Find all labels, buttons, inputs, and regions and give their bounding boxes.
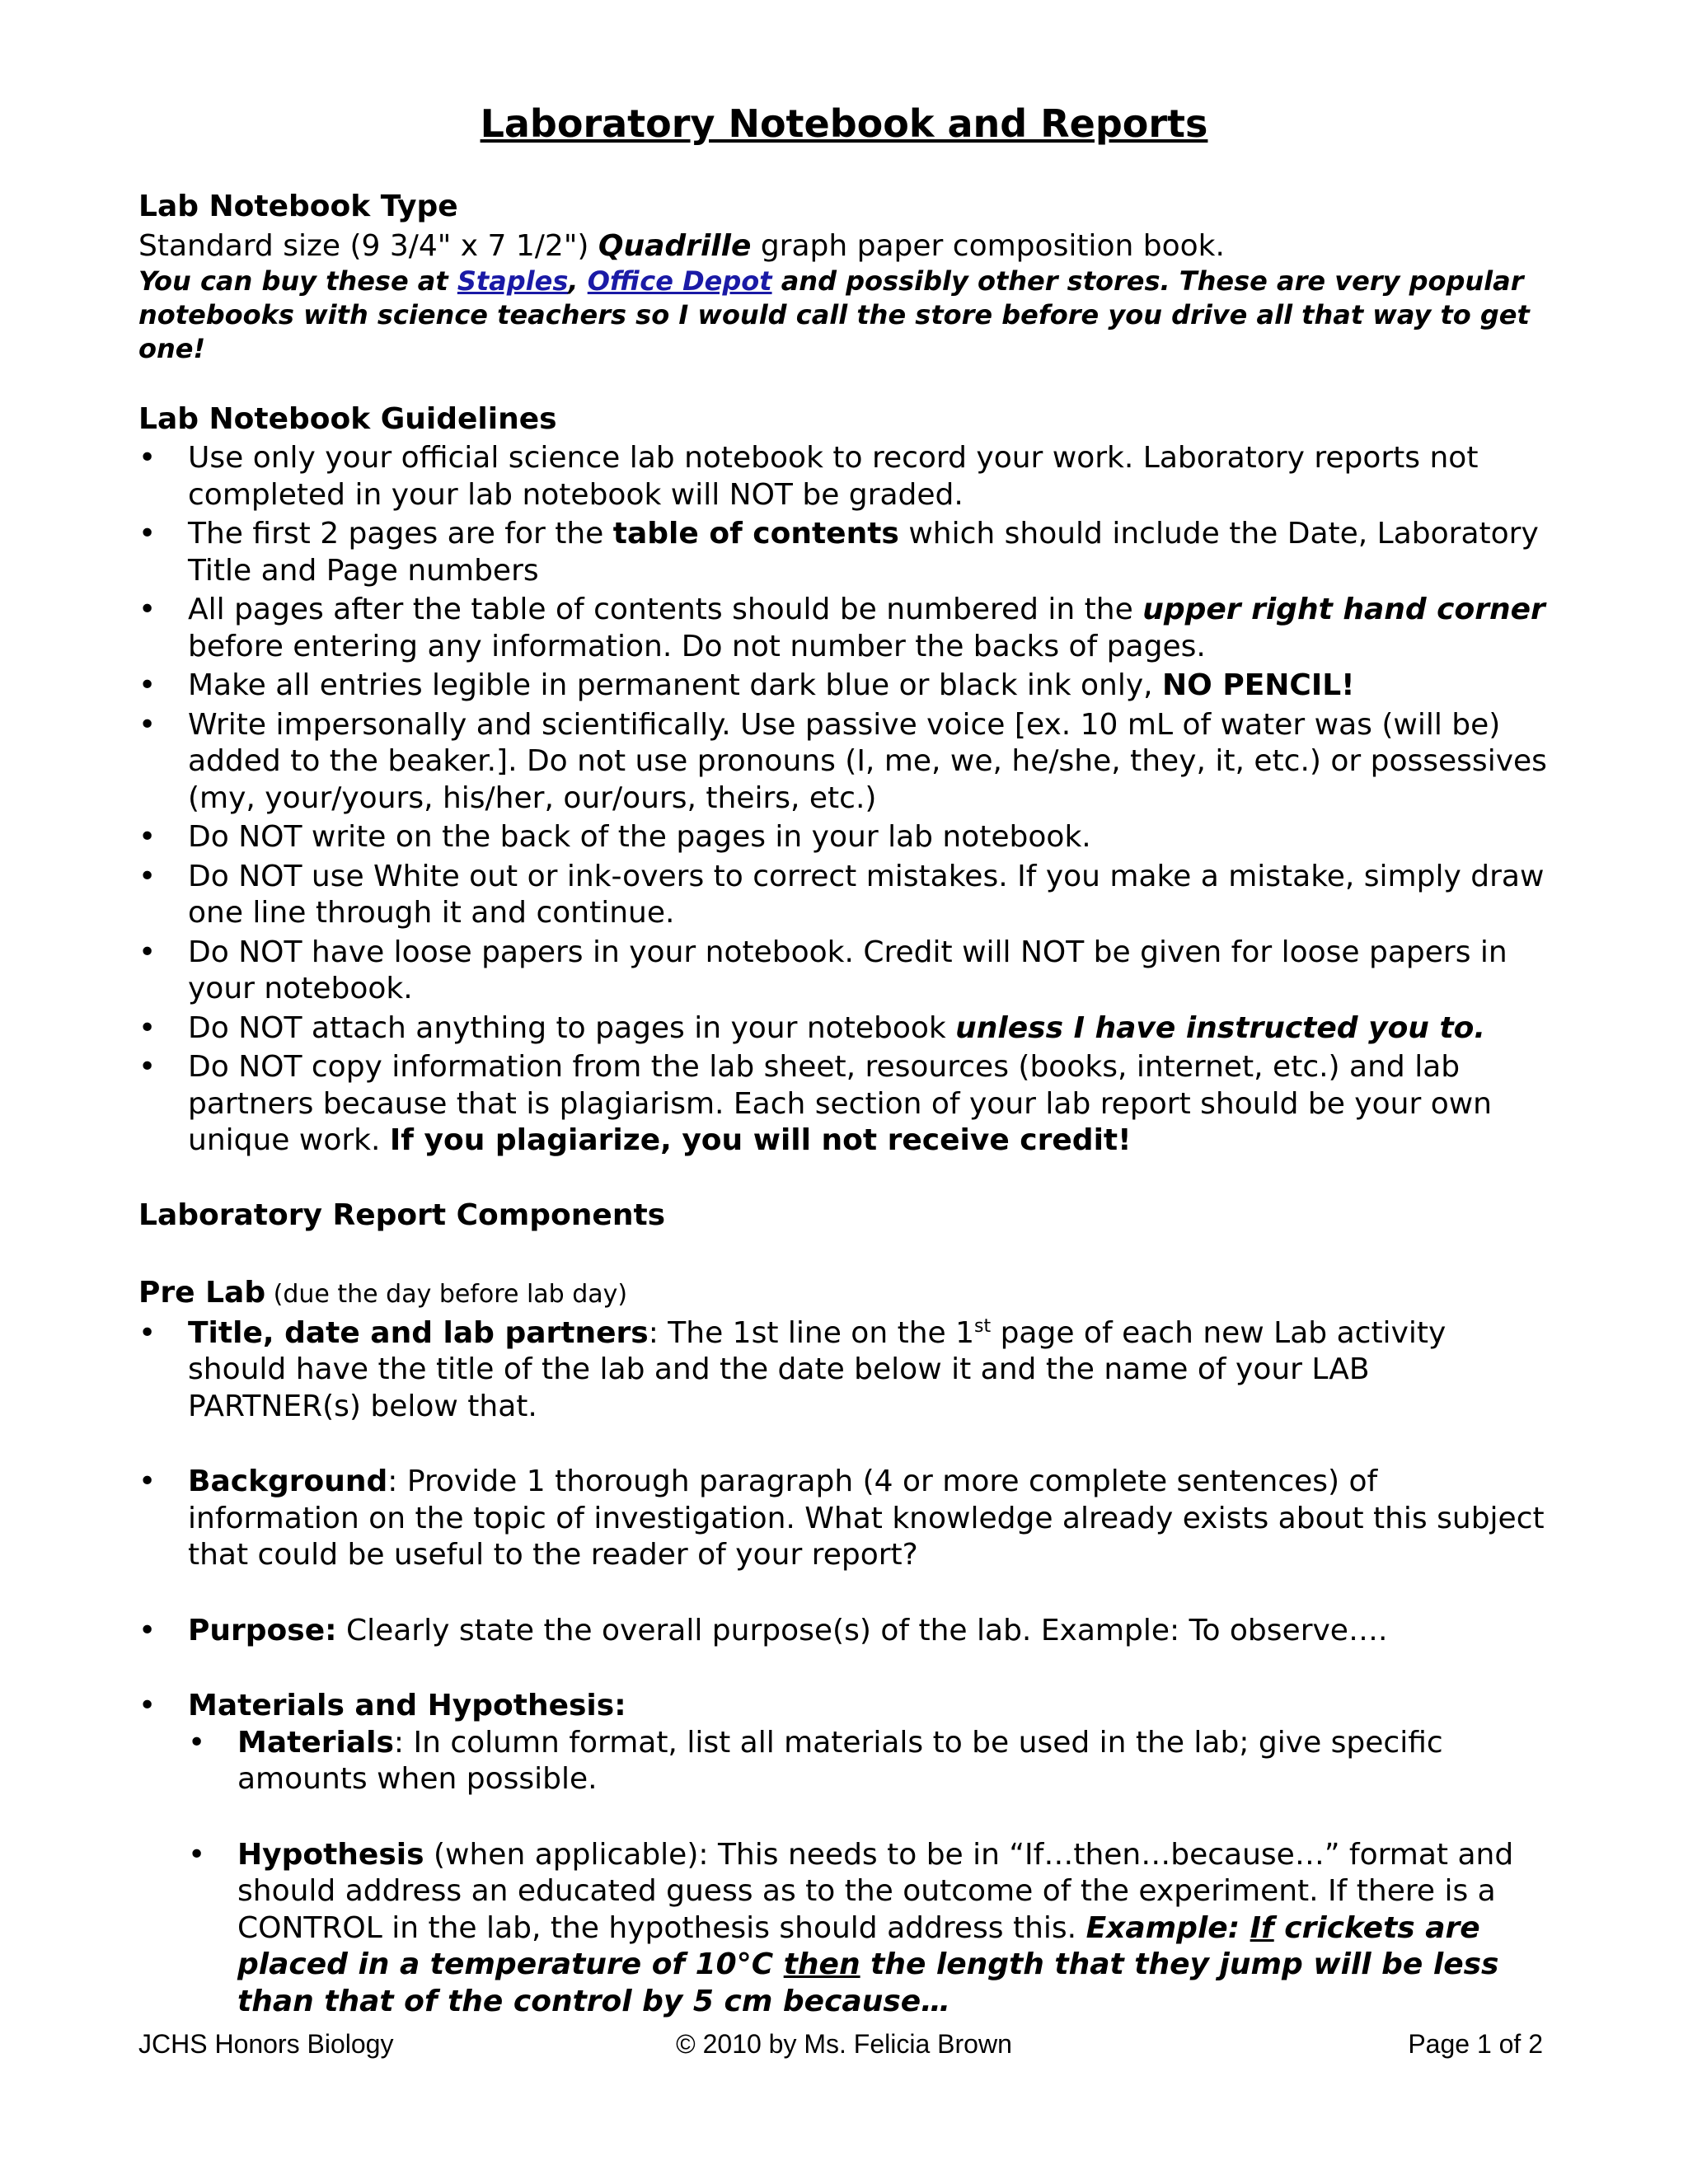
list-item xyxy=(138,440,1550,513)
notebook-type-text-a: Standard size (9 3/4" x 7 1/2") xyxy=(138,229,598,263)
purchase-note-sep: , xyxy=(568,265,588,297)
list-item-materials-hypothesis xyxy=(138,1688,1550,2020)
example-if-word: If xyxy=(1250,1910,1274,1945)
guidelines-section xyxy=(138,399,1550,1160)
prelab-list-materials-hypothesis xyxy=(138,1688,1550,2020)
list-item xyxy=(138,668,1550,705)
list-item-text: which should include the Date, Laboratory Title and Page numbers xyxy=(188,517,1539,588)
list-item-title-date xyxy=(138,1315,1550,1426)
list-item-emphasis: table of contents xyxy=(612,517,899,551)
prelab-due-note: (due the day before lab day) xyxy=(265,1279,628,1309)
list-item xyxy=(138,859,1550,932)
purchase-note-a: You can buy these at xyxy=(138,265,457,297)
list-item-emphasis: NO PENCIL! xyxy=(1162,668,1355,702)
list-item-text: Make all entries legible in permanent dark blue or black ink only, xyxy=(188,668,1163,702)
list-item xyxy=(138,707,1550,818)
list-item-label: Purpose: xyxy=(188,1613,337,1647)
page-title: Laboratory Notebook and Reports xyxy=(480,101,1208,146)
list-item-text: : In column format, list all materials to be used in the lab; give specific amounts when possible. xyxy=(237,1725,1443,1796)
footer-course: JCHS Honors Biology xyxy=(138,2029,394,2059)
list-item-emphasis: If you plagiarize, you will not receive credit! xyxy=(389,1123,1132,1157)
example-text: the length that they jump will be less than that of the control by 5 cm because… xyxy=(237,1947,1499,2018)
example-then-word: then xyxy=(783,1947,860,1981)
list-item-label: Materials xyxy=(237,1725,394,1760)
superscript: st xyxy=(974,1315,992,1337)
notebook-type-text-b: graph paper composition book. xyxy=(751,229,1225,263)
list-item-text: Use only your official science lab notebook to record your work. Laboratory reports not completed in your lab notebook will NOT be graded. xyxy=(188,441,1479,512)
list-item-text: (when applicable): This needs to be in “If…then…because…” format and should address an educated guess as to the outcome of the experiment. If there is a CONTROL in the lab, the hypothesis should address this. xyxy=(237,1837,1514,1945)
list-item-text: The first 2 pages are for the xyxy=(188,517,613,551)
list-item-emphasis: upper right hand corner xyxy=(1142,593,1545,626)
quadrille-emphasis: Quadrille xyxy=(598,229,752,263)
staples-link[interactable]: Staples xyxy=(457,265,569,297)
list-item-label: Background xyxy=(188,1465,388,1498)
footer-copyright: © 2010 by Ms. Felicia Brown xyxy=(676,2029,1012,2059)
footer-page-number: Page 1 of 2 xyxy=(1408,2029,1543,2059)
purchase-note xyxy=(138,265,1550,366)
list-item-label: Title, date and lab partners xyxy=(188,1315,649,1350)
list-item-text: Clearly state the overall purpose(s) of the lab. Example: To observe…. xyxy=(336,1613,1388,1647)
list-item-hypothesis xyxy=(188,1837,1550,2021)
list-item-background xyxy=(138,1464,1550,1574)
example-text: crickets are placed in a temperature of 10°C xyxy=(237,1910,1480,1981)
list-item-materials xyxy=(188,1725,1550,1798)
list-item-text: before entering any information. Do not number the backs of pages. xyxy=(188,629,1206,663)
list-item xyxy=(138,1049,1550,1160)
list-item xyxy=(138,819,1550,856)
list-item-text: : The 1st line on the 1 xyxy=(648,1315,975,1350)
list-item-text: Write impersonally and scientifically. Use passive voice [ex. 10 mL of water was (will be) added to the beaker.]. Do not use pronouns (I, me, we, he/she, they, it, etc.) or possessives (my, your/yours, his/her, our/ours, theirs, etc.) xyxy=(188,707,1547,815)
materials-hypothesis-sublist xyxy=(188,1725,1550,1798)
office-depot-link[interactable]: Office Depot xyxy=(587,265,772,297)
notebook-type-section xyxy=(138,186,1550,366)
document-page xyxy=(138,97,1550,2022)
list-item-purpose xyxy=(138,1613,1550,1650)
list-item-text: Do NOT write on the back of the pages in your lab notebook. xyxy=(188,820,1091,854)
prelab-list xyxy=(138,1315,1550,1426)
notebook-type-heading: Lab Notebook Type xyxy=(138,190,458,223)
list-item xyxy=(138,592,1550,665)
list-item-text: Do NOT attach anything to pages in your notebook xyxy=(188,1010,956,1045)
list-item-text: All pages after the table of contents should be numbered in the xyxy=(188,593,1143,626)
list-item-label: Hypothesis xyxy=(237,1837,424,1872)
components-heading: Laboratory Report Components xyxy=(138,1197,666,1232)
list-item xyxy=(138,935,1550,1008)
notebook-type-text xyxy=(138,227,1550,265)
list-item-text: Do NOT use White out or ink-overs to correct mistakes. If you make a mistake, simply draw one line through it and continue. xyxy=(188,859,1545,930)
list-item xyxy=(138,516,1550,589)
prelab-list-purpose xyxy=(138,1613,1550,1650)
list-item-text: Do NOT copy information from the lab sheet, resources (books, internet, etc.) and lab partners because that is plagiarism. Each section of your lab report should be your own unique work. xyxy=(188,1050,1492,1157)
list-item-text: : Provide 1 thorough paragraph (4 or more complete sentences) of information on the topic of investigation. What knowledge already exists about this subject that could be useful to the reader of your report? xyxy=(188,1465,1545,1572)
guidelines-heading: Lab Notebook Guidelines xyxy=(138,402,557,436)
list-item-text: page of each new Lab activity should have the title of the lab and the date below it and the name of your LAB PARTNER(s) below that. xyxy=(188,1315,1447,1423)
list-item-label: Materials and Hypothesis: xyxy=(188,1689,626,1722)
hypothesis-sublist xyxy=(188,1837,1550,2021)
prelab-section xyxy=(138,1272,1550,2021)
example-label: Example: xyxy=(1085,1910,1250,1945)
list-item-text: Do NOT have loose papers in your notebook. Credit will NOT be given for loose papers in your notebook. xyxy=(188,935,1507,1005)
purchase-note-b: and possibly other stores. These are very popular notebooks with science teachers so I would call the store before you drive all that way to get one! xyxy=(138,265,1530,364)
list-item-emphasis: unless I have instructed you to. xyxy=(955,1010,1486,1045)
guidelines-list xyxy=(138,440,1550,1160)
list-item xyxy=(138,1010,1550,1047)
prelab-list-background xyxy=(138,1464,1550,1574)
prelab-heading-text: Pre Lab xyxy=(138,1275,266,1310)
prelab-heading xyxy=(138,1272,1550,1315)
